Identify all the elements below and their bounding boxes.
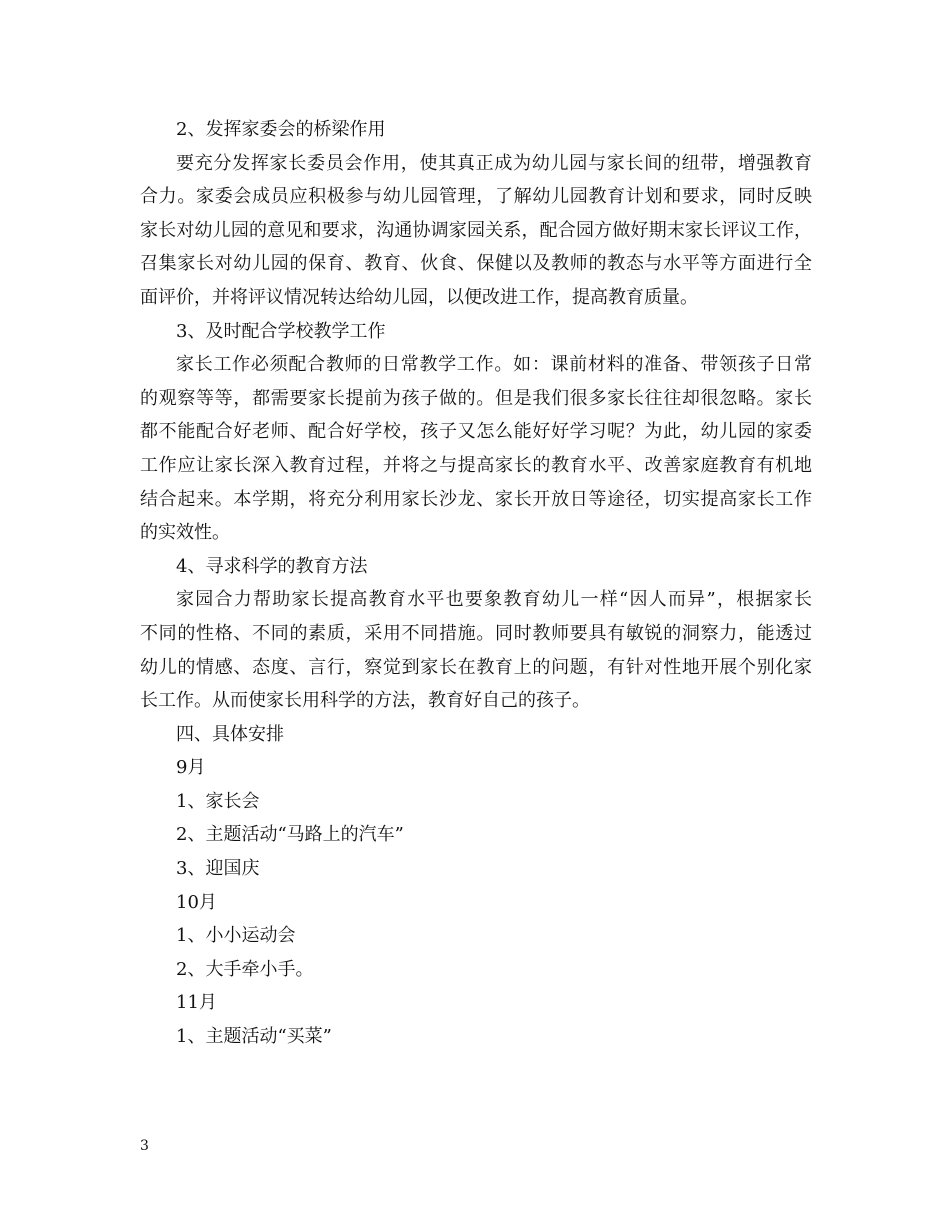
text-line: 10月	[176, 891, 217, 913]
text-line: 9月	[176, 757, 206, 779]
text-line: 工作应让家长深入教育过程，并将之与提高家长的教育水平、改善家庭教育有机地	[140, 454, 812, 476]
text-line: 1、主题活动“买菜”	[176, 1026, 332, 1048]
text-line: 家长工作必须配合教师的日常教学工作。如：课前材料的准备、带领孩子日常	[176, 354, 812, 376]
page-number: 3	[140, 1138, 149, 1154]
text-line: 都不能配合好老师、配合好学校，孩子又怎么能好好学习呢？为此，幼儿园的家委	[140, 421, 812, 443]
text-line: 面评价，并将评议情况转达给幼儿园，以便改进工作，提高教育质量。	[140, 286, 698, 308]
text-line: 家长对幼儿园的意见和要求，沟通协调家园关系，配合园方做好期末家长评议工作，	[140, 219, 812, 241]
text-line: 合力。家委会成员应积极参与幼儿园管理，了解幼儿园教育计划和要求，同时反映	[140, 186, 812, 208]
text-line: 3、及时配合学校教学工作	[176, 320, 386, 342]
text-line: 2、大手牵小手。	[176, 958, 314, 980]
text-line: 11月	[176, 992, 217, 1014]
text-line: 4、寻求科学的教育方法	[176, 555, 368, 577]
text-line: 召集家长对幼儿园的保育、教育、伙食、保健以及教师的教态与水平等方面进行全	[140, 253, 812, 275]
text-line: 3、迎国庆	[176, 858, 260, 880]
text-line: 1、家长会	[176, 790, 260, 812]
text-line: 1、小小运动会	[176, 925, 296, 947]
text-line: 长工作。从而使家长用科学的方法，教育好自己的孩子。	[140, 690, 590, 712]
text-line: 的观察等等，都需要家长提前为孩子做的。但是我们很多家长往往却很忽略。家长	[140, 387, 812, 409]
text-line: 四、具体安排	[176, 723, 284, 745]
text-line: 结合起来。本学期，将充分利用家长沙龙、家长开放日等途径，切实提高家长工作	[140, 488, 812, 510]
text-line: 2、发挥家委会的桥梁作用	[176, 119, 386, 140]
text-line: 要充分发挥家长委员会作用，使其真正成为幼儿园与家长间的纽带，增强教育	[176, 152, 812, 174]
text-line: 不同的性格、不同的素质，采用不同措施。同时教师要具有敏锐的洞察力，能透过	[140, 622, 812, 644]
document-body	[140, 113, 812, 1054]
text-line: 2、主题活动“马路上的汽车”	[176, 824, 404, 846]
text-line: 幼儿的情感、态度、言行，察觉到家长在教育上的问题，有针对性地开展个别化家	[140, 656, 812, 678]
text-line: 的实效性。	[140, 522, 230, 544]
text-line: 家园合力帮助家长提高教育水平也要象教育幼儿一样“因人而异”，根据家长	[176, 589, 812, 611]
